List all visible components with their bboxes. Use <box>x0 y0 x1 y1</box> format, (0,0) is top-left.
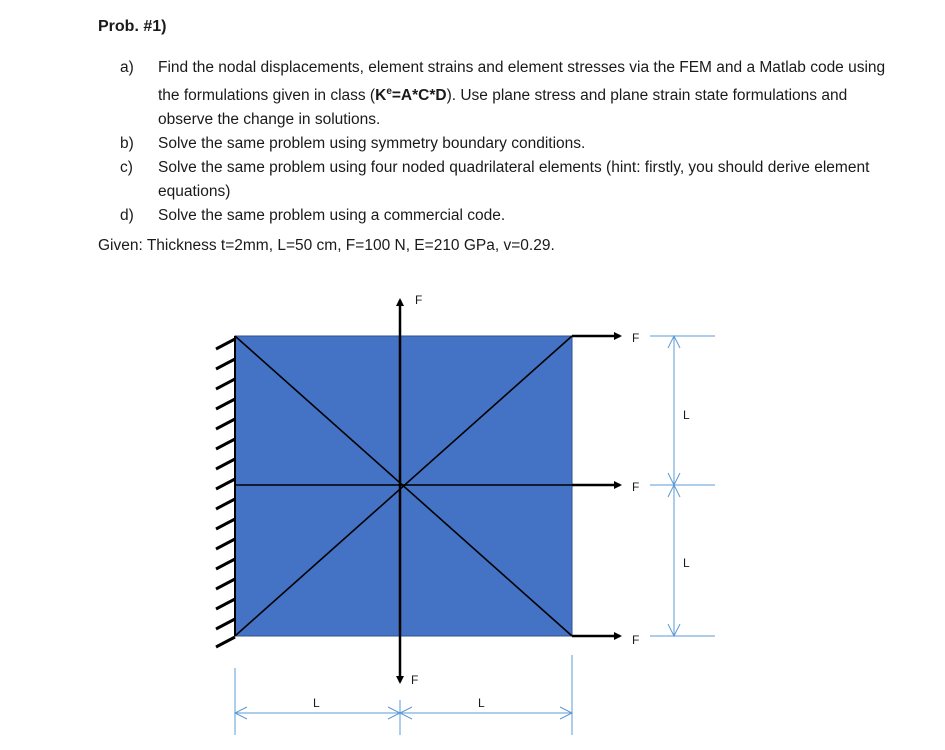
vertical-dimension <box>650 336 715 636</box>
fixed-support <box>216 336 235 647</box>
horizontal-dimension <box>235 655 572 735</box>
dimension-label-bottom-left: L <box>313 696 320 710</box>
item-a-pre: Find the nodal displacements, element strains and element stresses via the FEM and a Matlab code using the formulations given in class ( <box>158 59 886 105</box>
problem-title: Prob. #1) <box>98 18 167 35</box>
dimension-label-right-bottom: L <box>683 556 690 570</box>
item-letter: d) <box>120 207 134 225</box>
item-letter: c) <box>120 159 133 177</box>
force-label-right-top: F <box>632 331 640 345</box>
dimension-label-bottom-right: L <box>478 696 485 710</box>
force-label-top: F <box>415 293 423 307</box>
item-letter: a) <box>120 59 134 76</box>
item-text: Solve the same problem using symmetry boundary conditions. <box>158 135 586 153</box>
given-parameters: Given: Thickness t=2mm, L=50 cm, F=100 N, E=210 GPa, v=0.29. <box>98 237 555 254</box>
force-label-bottom: F <box>411 673 419 687</box>
stiffness-formula: $K^e=A*C*D$ <box>375 86 447 105</box>
item-text: Solve the same problem using four noded quadrilateral elements (hint: firstly, you should derive element equations) <box>158 159 870 201</box>
force-label-right-bottom: F <box>632 633 640 647</box>
item-a-post: ). Use plane stress and plane strain state formulations and observe the change in solutions. <box>158 87 848 129</box>
item-text: Solve the same problem using a commercial code. <box>158 207 506 225</box>
dimension-label-right-top: L <box>683 408 690 422</box>
item-letter: b) <box>120 135 134 153</box>
force-label-right-mid: F <box>632 480 640 494</box>
